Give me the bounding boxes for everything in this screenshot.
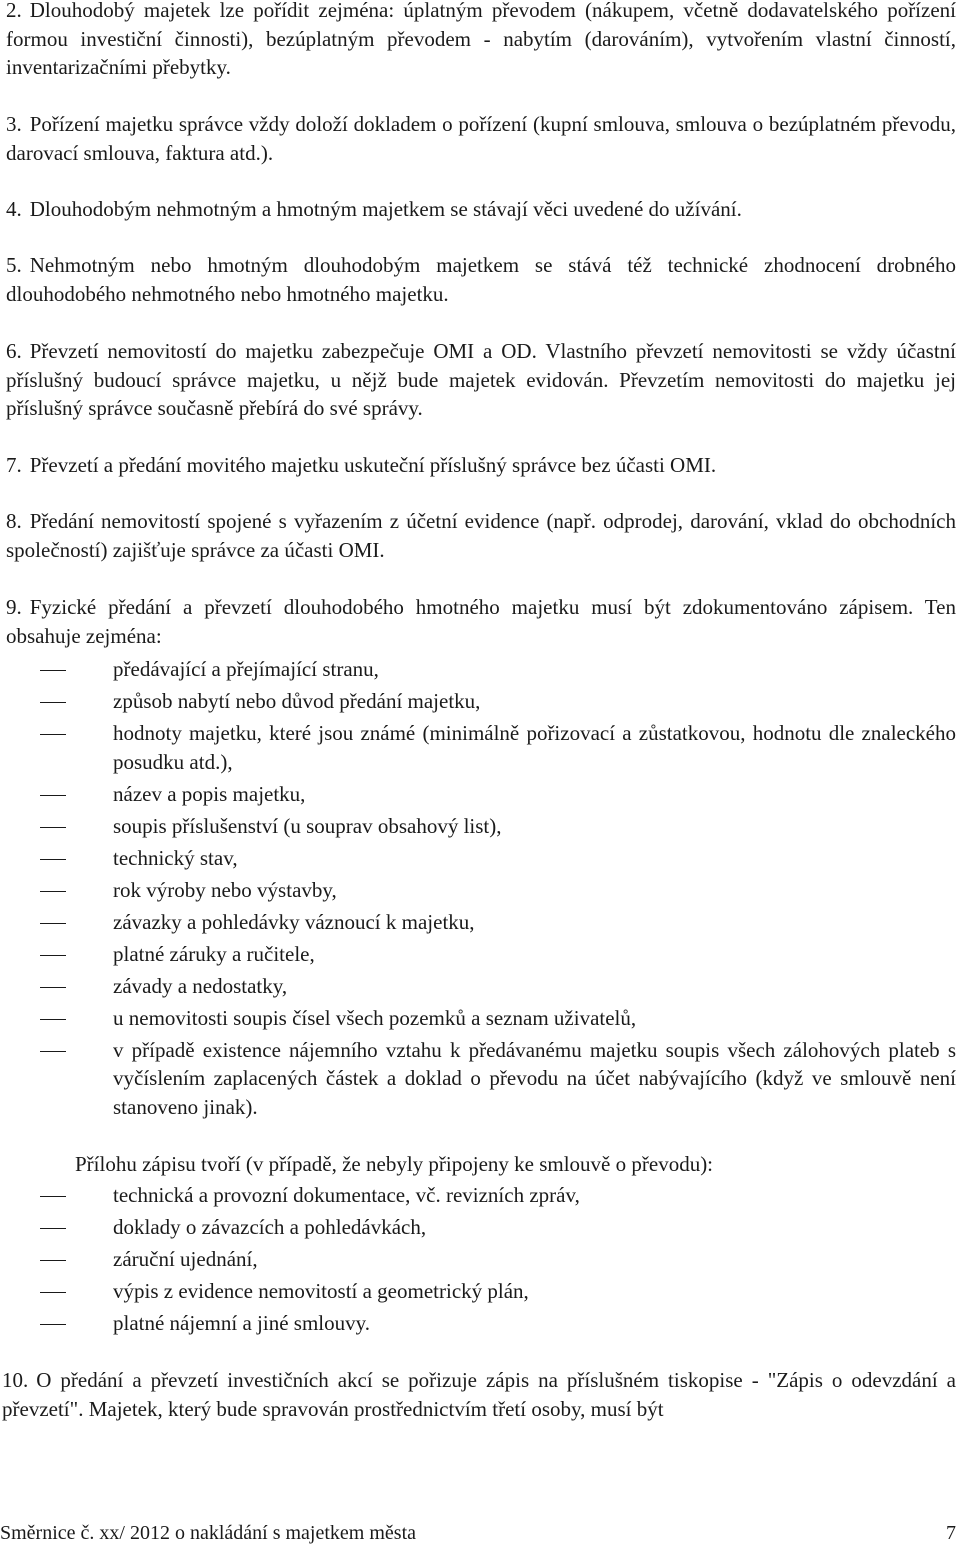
list-item: soupis příslušenství (u souprav obsahový list), bbox=[113, 813, 502, 838]
list-item: platné záruky a ručitele, bbox=[113, 941, 315, 966]
list-item bbox=[6, 195, 956, 224]
list-item: doklady o závazcích a pohledávkách, bbox=[113, 1215, 427, 1239]
item-text: Nehmotným nebo hmotným dlouhodobým majetkem se stává též technické zhodnocení drobného dlouhodobého nehmotného nebo hmotného majetku. bbox=[6, 253, 956, 306]
item-text: Předání nemovitostí spojené s vyřazením z účetní evidence (např. odprodej, darování, vklad do obchodních společností) zajišťuje správce za účasti OMI. bbox=[6, 509, 956, 562]
item-text: Dlouhodobým nehmotným a hmotným majetkem se stávají věci uvedené do užívání. bbox=[29, 197, 742, 221]
list-item: v případě existence nájemního vztahu k předávanému majetku soupis všech zálohových plateb s vyčíslením zaplacených částek a doklad o převodu na účet nabývajícího (když ve smlouvě není stanoveno jinak). bbox=[113, 1037, 956, 1119]
list-item: platné nájemní a jiné smlouvy. bbox=[113, 1311, 370, 1335]
item-text: Pořízení majetku správce vždy doloží dokladem o pořízení (kupní smlouva, smlouva o bezúplatném převodu, darovací smlouva, faktura atd.). bbox=[6, 112, 956, 165]
item-number: 7. bbox=[6, 453, 22, 477]
list-item bbox=[6, 337, 956, 423]
attachment-list bbox=[36, 1181, 956, 1341]
item-number: 6. bbox=[6, 339, 22, 363]
list-item: technický stav, bbox=[113, 845, 238, 870]
list-item: rok výroby nebo výstavby, bbox=[113, 877, 337, 902]
list-item bbox=[6, 593, 956, 650]
page-number: 7 bbox=[946, 1522, 956, 1544]
list-item: záruční ujednání, bbox=[113, 1247, 258, 1271]
list-item: výpis z evidence nemovitostí a geometrický plán, bbox=[113, 1279, 529, 1303]
list-item: předávající a přejímající stranu, bbox=[113, 657, 379, 681]
item-text: O předání a převzetí investičních akcí se pořizuje zápis na příslušném tiskopise - "Zápis o odevzdání a převzetí". Majetek, který bude spravován prostřednictvím třetí osoby, musí být bbox=[2, 1368, 956, 1421]
item-number: 4. bbox=[6, 197, 22, 221]
attachment-intro: Přílohu zápisu tvoří (v případě, že nebyly připojeny ke smlouvě o převodu): bbox=[75, 1152, 714, 1176]
footer-title: Směrnice č. xx/ 2012 o nakládání s majetkem města bbox=[0, 1522, 416, 1544]
list-item bbox=[6, 507, 956, 564]
item-number: 5. bbox=[6, 253, 22, 277]
list-item: závazky a pohledávky váznoucí k majetku, bbox=[113, 909, 475, 934]
item-number: 2. bbox=[6, 0, 22, 22]
list-item bbox=[6, 251, 956, 308]
item-text: Dlouhodobý majetek lze pořídit zejména: úplatným převodem (nákupem, včetně dodavatelského pořízení formou investiční činnosti), bezúplatným převodem - nabytím (darováním), vytvořením vlastní činností, inventarizačními přebytky. bbox=[6, 0, 956, 79]
list-item: technická a provozní dokumentace, vč. revizních zpráv, bbox=[113, 1183, 580, 1207]
item-number: 9. bbox=[6, 595, 22, 619]
item-text: Převzetí a předání movitého majetku uskuteční příslušný správce bez účasti OMI. bbox=[29, 453, 717, 477]
record-contents-list bbox=[36, 655, 956, 1125]
list-item bbox=[6, 110, 956, 167]
list-item: hodnoty majetku, které jsou známé (minimálně pořizovací a zůstatkovou, hodnotu dle znaleckého posudku atd.), bbox=[113, 721, 956, 774]
list-item: závady a nedostatky, bbox=[113, 973, 288, 998]
list-item bbox=[6, 0, 956, 82]
item-number: 10. bbox=[2, 1368, 29, 1392]
list-item bbox=[2, 1366, 956, 1423]
list-item: způsob nabytí nebo důvod předání majetku, bbox=[113, 689, 481, 713]
list-item: název a popis majetku, bbox=[113, 781, 306, 806]
item-number: 8. bbox=[6, 509, 22, 533]
item-text: Převzetí nemovitostí do majetku zabezpečuje OMI a OD. Vlastního převzetí nemovitosti se vždy účastní příslušný budoucí správce majetku, u nějž bude majetek evidován. Převzetím nemovitosti do majetku jej příslušný správce současně přebírá do své správy. bbox=[6, 339, 956, 420]
item-text: Fyzické předání a převzetí dlouhodobého hmotného majetku musí být zdokumentováno zápisem. Ten obsahuje zejména: bbox=[6, 595, 956, 648]
item-number: 3. bbox=[6, 112, 22, 136]
list-item bbox=[6, 451, 956, 480]
list-item: u nemovitosti soupis čísel všech pozemků a seznam uživatelů, bbox=[113, 1005, 637, 1030]
